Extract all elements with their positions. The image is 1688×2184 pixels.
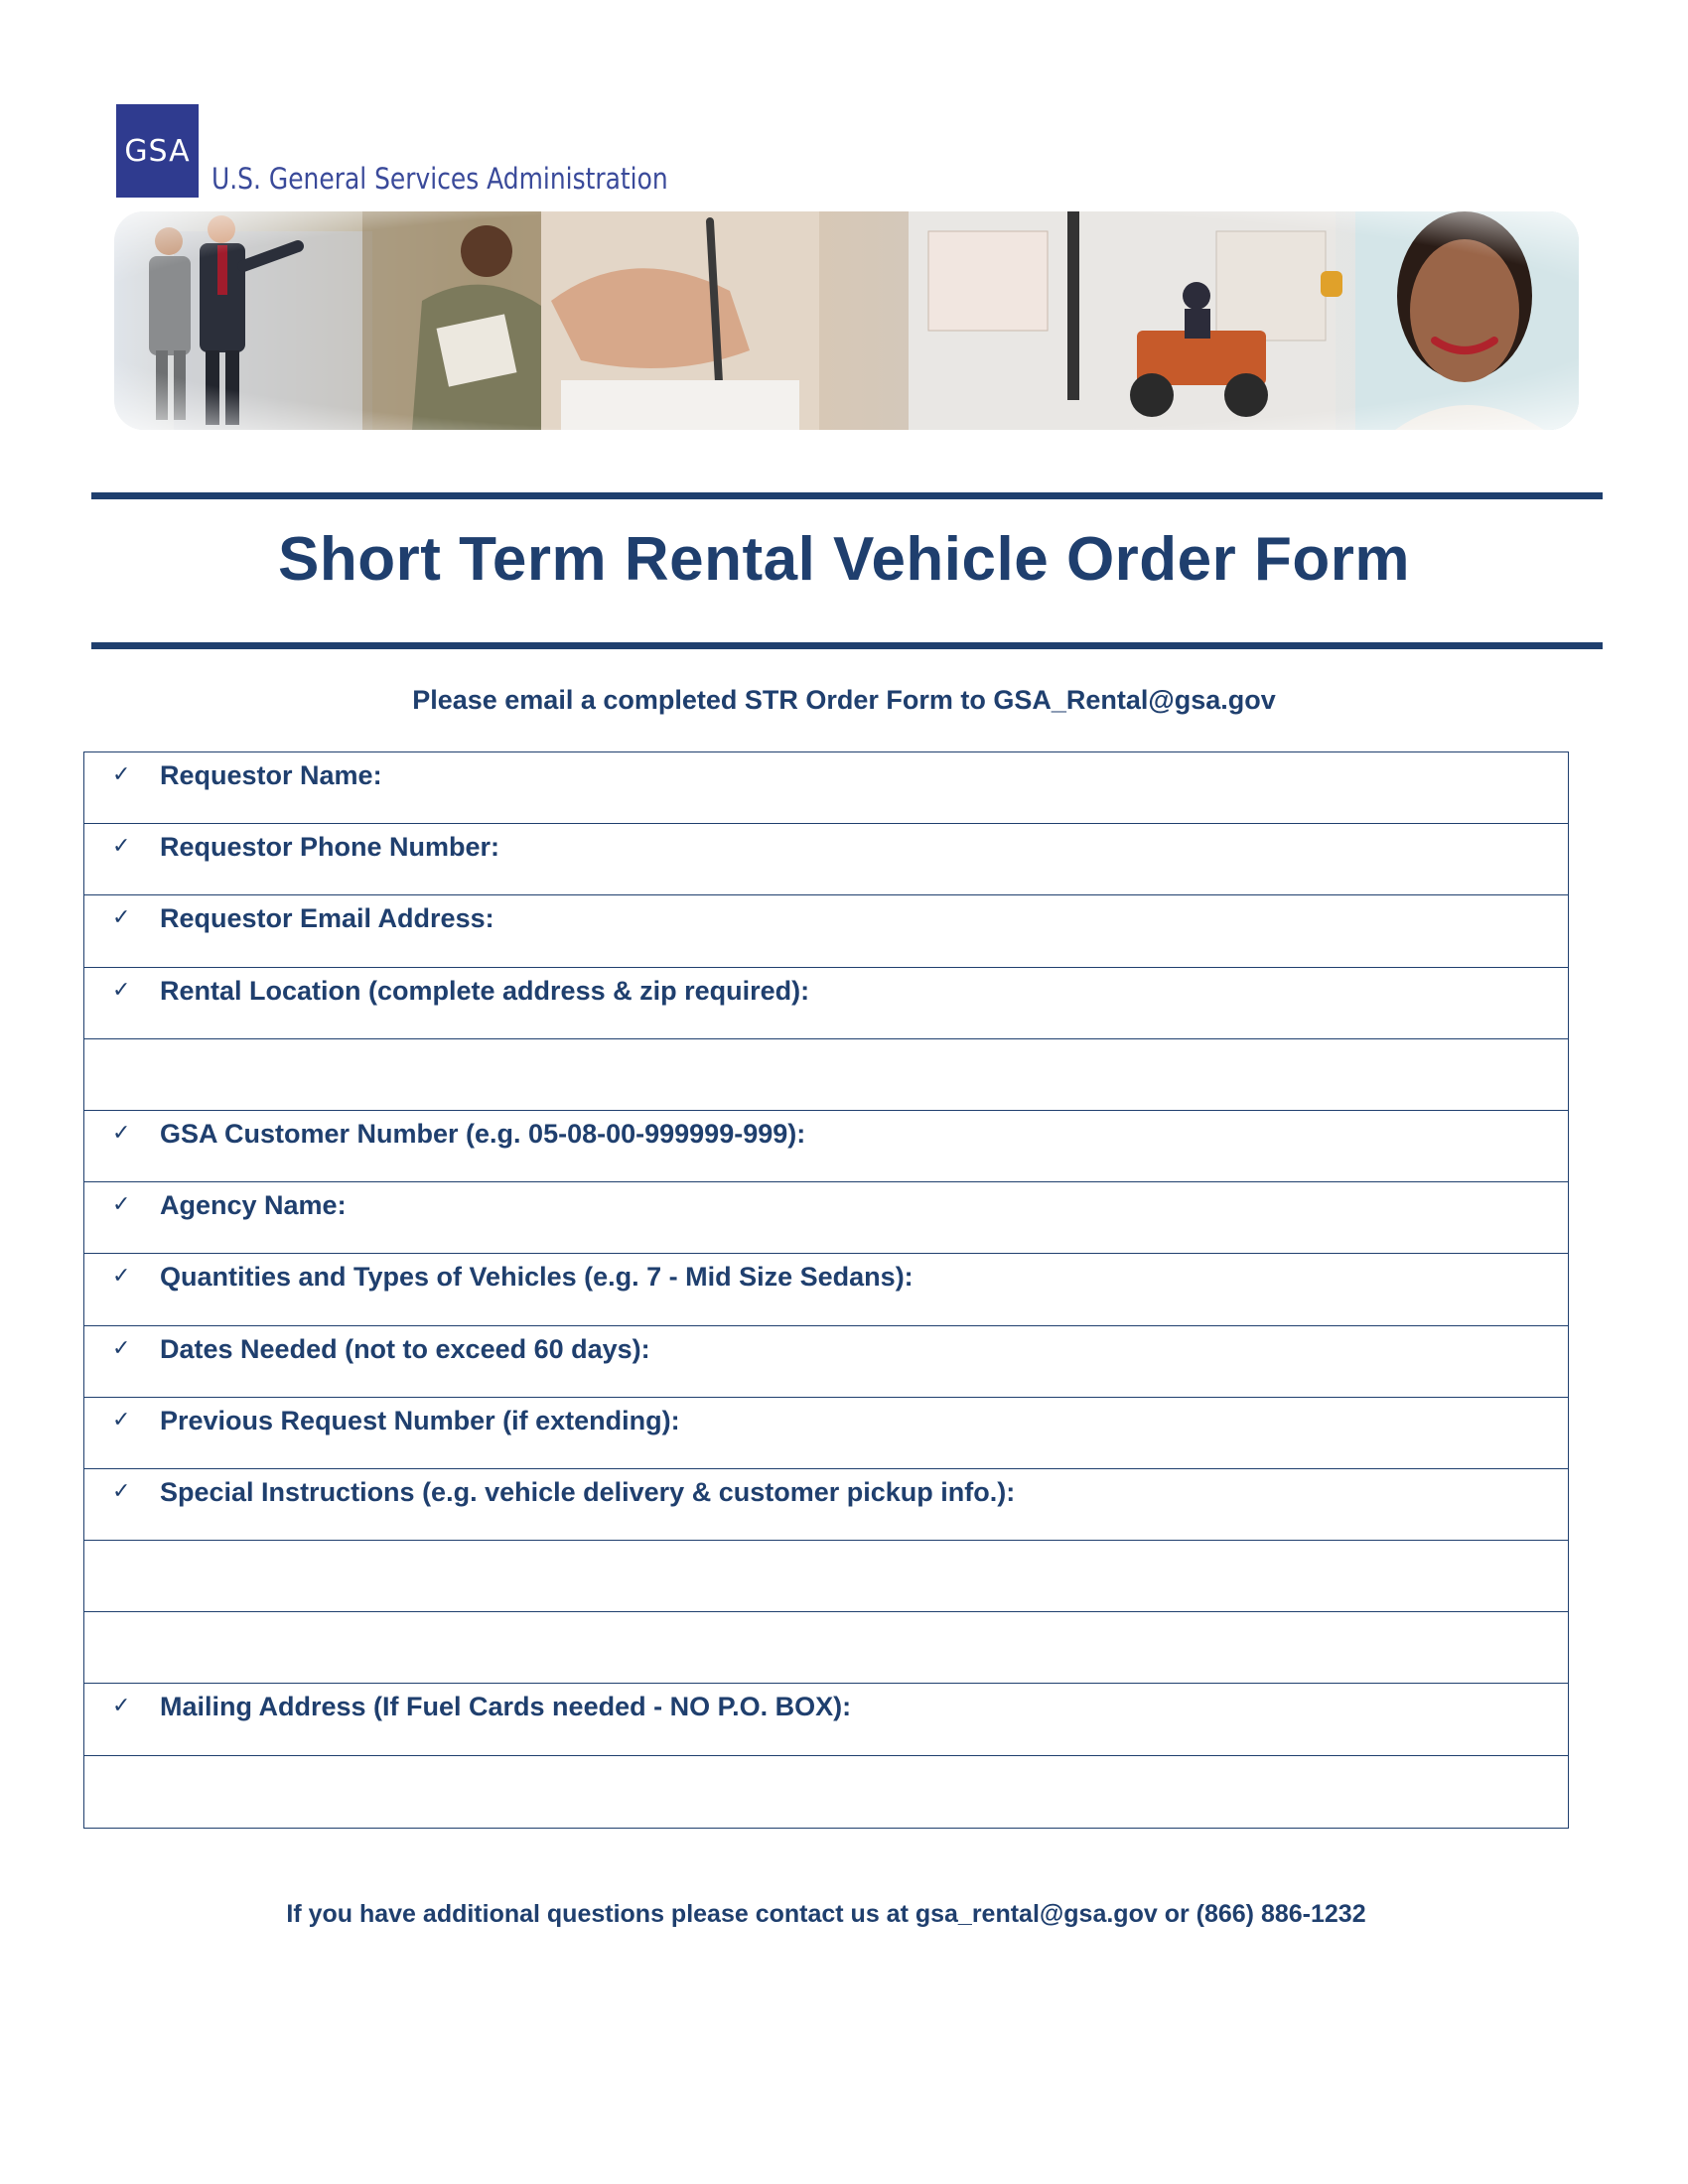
contact-footer: If you have additional questions please contact us at gsa_rental@gsa.gov or (866) 886-1232	[286, 1900, 1366, 1928]
order-form-table	[83, 751, 1569, 1829]
checkmark-icon: ✓	[112, 905, 131, 931]
form-blank-row[interactable]	[84, 1541, 1568, 1612]
form-field-row[interactable]	[84, 895, 1568, 967]
title-rule-bottom	[91, 642, 1603, 649]
checkmark-icon: ✓	[112, 977, 131, 1003]
checkmark-icon: ✓	[112, 1264, 131, 1290]
form-field-label: Special Instructions (e.g. vehicle delivery & customer pickup info.):	[160, 1476, 1016, 1507]
banner-collage	[114, 211, 1579, 430]
form-field-label: Previous Request Number (if extending):	[160, 1405, 680, 1435]
header-banner-image	[114, 211, 1579, 430]
form-field-label: Agency Name:	[160, 1190, 347, 1221]
form-field-row[interactable]	[84, 1398, 1568, 1469]
form-field-row[interactable]	[84, 1684, 1568, 1755]
form-field-row[interactable]	[84, 1111, 1568, 1182]
checkmark-icon: ✓	[112, 1407, 131, 1433]
gsa-logo	[116, 104, 199, 198]
form-field-row[interactable]	[84, 1326, 1568, 1398]
checkmark-icon: ✓	[112, 1478, 131, 1504]
checkmark-icon: ✓	[112, 1694, 131, 1719]
checkmark-icon: ✓	[112, 1335, 131, 1361]
page-title: Short Term Rental Vehicle Order Form	[277, 525, 1411, 594]
email-instruction: Please email a completed STR Order Form to GSA_Rental@gsa.gov	[412, 685, 1276, 715]
form-blank-row[interactable]	[84, 1756, 1568, 1828]
checkmark-icon: ✓	[112, 762, 131, 787]
form-field-label: Requestor Name:	[160, 760, 382, 790]
form-field-row[interactable]	[84, 752, 1568, 824]
agency-name: U.S. General Services Administration	[211, 162, 668, 196]
checkmark-icon: ✓	[112, 834, 131, 860]
title-rule-top	[91, 492, 1603, 499]
logo-text: GSA	[124, 133, 191, 169]
form-field-label: GSA Customer Number (e.g. 05-08-00-999999-999):	[160, 1118, 806, 1149]
form-field-label: Rental Location (complete address & zip required):	[160, 975, 810, 1006]
form-blank-row[interactable]	[84, 1039, 1568, 1111]
form-blank-row[interactable]	[84, 1612, 1568, 1684]
form-field-label: Quantities and Types of Vehicles (e.g. 7 - Mid Size Sedans):	[160, 1262, 914, 1293]
checkmark-icon: ✓	[112, 1120, 131, 1146]
form-field-label: Dates Needed (not to exceed 60 days):	[160, 1333, 650, 1364]
form-field-label: Mailing Address (If Fuel Cards needed - NO P.O. BOX):	[160, 1692, 852, 1722]
form-field-row[interactable]	[84, 1469, 1568, 1541]
form-field-row[interactable]	[84, 824, 1568, 895]
form-field-label: Requestor Email Address:	[160, 903, 494, 934]
form-field-row[interactable]	[84, 968, 1568, 1039]
form-field-label: Requestor Phone Number:	[160, 832, 500, 863]
form-field-row[interactable]	[84, 1254, 1568, 1325]
form-field-row[interactable]	[84, 1182, 1568, 1254]
checkmark-icon: ✓	[112, 1192, 131, 1218]
